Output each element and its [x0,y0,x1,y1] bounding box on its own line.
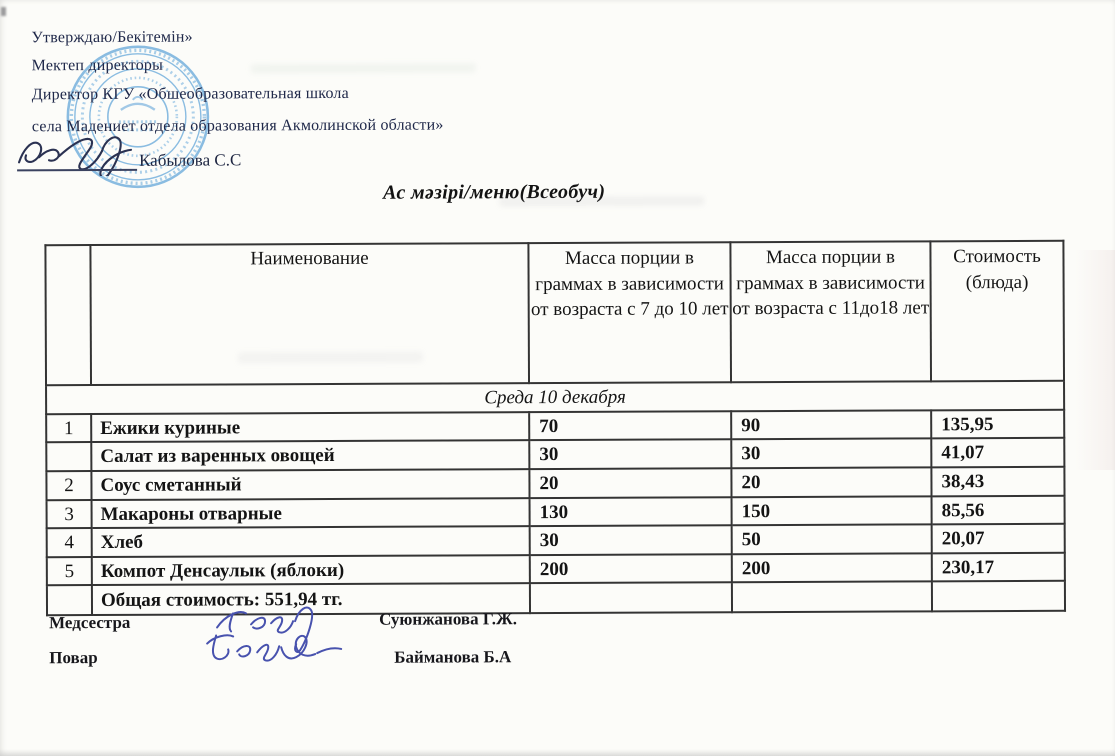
mass-11-18: 200 [732,553,932,583]
village-line: села Мадениет отдела образования Акмолинской области» [31,116,444,136]
mass-7-10: 130 [530,497,732,527]
row-number: 2 [46,471,91,500]
dish-name: Макароны отварные [92,498,530,529]
scan-speck [1,7,6,16]
mass-7-10: 20 [529,468,731,498]
table-row [47,553,1065,586]
empty-cell [932,581,1065,612]
scan-smudge [251,63,476,73]
empty-cell [530,583,732,614]
mass-11-18: 90 [731,410,931,440]
approval-line: Утверждаю/Бекітемін» [31,28,193,47]
dish-name: Соус сметанный [91,469,529,500]
mass-7-10: 30 [530,525,732,555]
row-number: 1 [46,414,91,443]
table-row [46,409,1064,442]
header-name: Наименование [90,243,529,385]
scan-smudge [238,352,423,364]
mass-11-18: 50 [732,525,932,555]
cook-label: Повар [49,648,98,668]
menu-table [44,240,1066,617]
mass-11-18: 150 [732,496,932,526]
row-number: 3 [47,500,92,529]
row-number: 5 [47,557,92,586]
header-mass-7-10: Масса порции в граммах в зависимости от возраста с 7 до 10 лет [528,242,731,383]
document-title: Ас мәзірі/меню(Всеобуч) [383,180,606,204]
dish-name: Хлеб [92,526,530,557]
scan-bottom-edge [0,749,1115,756]
dish-name: Салат из варенных овощей [91,440,529,471]
table-row [46,467,1064,500]
dish-name: Компот Денсаулык (яблоки) [92,555,530,586]
cook-signature [199,627,357,680]
mass-11-18: 20 [731,467,931,497]
mass-11-18: 30 [731,439,931,469]
row-number: 4 [47,528,92,557]
cook-name: Байманова Б.А [394,647,512,667]
dish-cost: 20,07 [932,524,1065,553]
dish-cost: 41,07 [931,438,1064,467]
day-caption-row [46,381,1064,414]
nurse-name: Суюнжанова Г.Ж. [379,609,518,629]
school-line: Директор КГУ «Обшеобразовательная школа [31,84,349,104]
table-row [47,495,1065,528]
row-number [46,442,91,471]
mass-7-10: 30 [529,440,731,470]
scan-smudge [499,196,704,206]
scan-blush [1075,250,1115,470]
nurse-label: Медсестра [49,612,131,633]
header-num [45,245,91,385]
header-cost: Стоимость (блюда) [930,241,1064,382]
mass-7-10: 200 [530,554,732,584]
dish-cost: 85,56 [932,495,1065,524]
dish-cost: 230,17 [932,553,1065,582]
mass-7-10: 70 [529,411,731,441]
approver-name: Кабылова С.С [139,150,242,170]
total-row [47,581,1065,615]
director-line: Мектеп директоры [31,56,164,75]
table-row [47,524,1065,557]
row-number [47,586,92,616]
dish-name: Ежики куриные [91,412,529,443]
header-mass-11-18: Масса порции в граммах в зависимости от возраста с 11до18 лет [730,241,931,382]
table-row [46,438,1064,471]
empty-cell [732,582,932,613]
table-header-row [45,241,1064,385]
day-caption: Среда 10 декабря [46,381,1064,414]
dish-cost: 38,43 [931,467,1064,496]
total-cost-label: Общая стоимость: 551,94 тг. [92,584,530,616]
dish-cost: 135,95 [931,409,1064,438]
